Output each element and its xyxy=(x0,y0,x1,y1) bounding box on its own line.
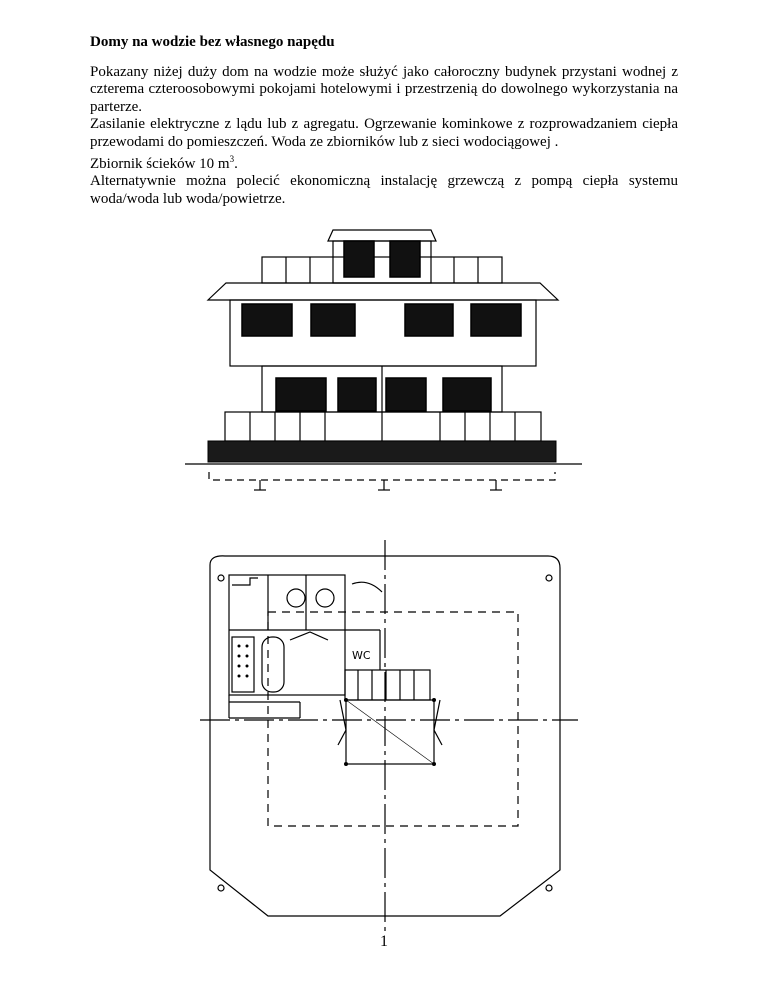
paragraph-1: Pokazany niżej duży dom na wodzie może służyć jako całoroczny budynek przystani wodnej z czterema czteroosobowymi pokojami hotelowymi i przestrzenią do dowolnego wykorzystania na parterze. xyxy=(90,64,678,115)
document-title: Domy na wodzie bez własnego napędu xyxy=(90,34,335,50)
tank-text: Zbiornik ścieków 10 m xyxy=(90,156,230,173)
page-number: 1 xyxy=(380,933,388,950)
tank-suffix: . xyxy=(234,156,238,173)
wc-label: WC xyxy=(352,649,371,662)
tank-superscript: 3 xyxy=(229,154,235,165)
paragraph-2: Zasilanie elektryczne z lądu lub z agregatu. Ogrzewanie kominkowe z rozprowadzaniem ciepła przewodami do pomieszczeń. Woda ze zbiorników lub z sieci wodociągowej . xyxy=(90,116,678,150)
paragraph-3 xyxy=(90,151,678,173)
paragraph-4: Alternatywnie można polecić ekonomiczną instalację grzewczą z pompą ciepła systemu woda/woda lub woda/powietrze. xyxy=(90,173,678,207)
document-body xyxy=(90,64,678,208)
